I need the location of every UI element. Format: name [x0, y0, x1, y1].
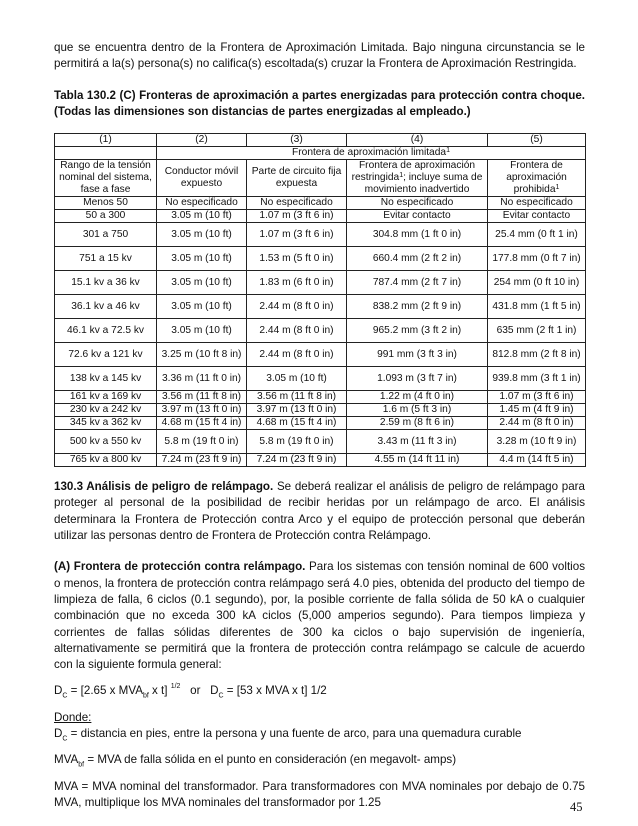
table-cell: 500 kv a 550 kv — [55, 430, 157, 454]
table-cell: 5.8 m (19 ft 0 in) — [157, 430, 247, 454]
table-cell: 3.97 m (13 ft 0 in) — [247, 404, 347, 417]
table-cell: No especificado — [347, 197, 488, 210]
table-row — [55, 343, 586, 367]
table-cell: 812.8 mm (2 ft 8 in) — [488, 343, 586, 367]
table-cell: No especificado — [247, 197, 347, 210]
table-cell: 3.97 m (13 ft 0 in) — [157, 404, 247, 417]
table-cell: Evitar contacto — [488, 210, 586, 223]
table-title: Tabla 130.2 (C) Fronteras de aproximación a partes energizadas para protección contra choque. (Todas las dimensiones son distancias de partes energizadas al empleado.) — [54, 88, 585, 118]
table-cell: 3.05 m (10 ft) — [247, 367, 347, 391]
table-row — [55, 454, 586, 467]
table-cell: 660.4 mm (2 ft 2 in) — [347, 247, 488, 271]
table-cell: 15.1 kv a 36 kv — [55, 271, 157, 295]
table-cell: 1.07 m (3 ft 6 in) — [488, 391, 586, 404]
definition-dc: $D_C$ = distancia en pies, entre la persona y una fuente de arco, para una quemadura curable — [54, 727, 522, 743]
document-page — [54, 40, 585, 811]
table-cell: 1.07 m (3 ft 6 in) — [247, 210, 347, 223]
table-row — [55, 271, 586, 295]
table-cell: 3.28 m (10 ft 9 in) — [488, 430, 586, 454]
blank-cell — [55, 147, 157, 160]
table-cell: 4.4 m (14 ft 5 in) — [488, 454, 586, 467]
table-cell: 4.68 m (15 ft 4 in) — [157, 417, 247, 430]
table-cell: 2.44 m (8 ft 0 in) — [488, 417, 586, 430]
table-cell: 965.2 mm (3 ft 2 in) — [347, 319, 488, 343]
table-cell: 345 kv a 362 kv — [55, 417, 157, 430]
section-a-title: (A) Frontera de protección contra relámpago. — [54, 560, 306, 574]
table-cell: 72.6 kv a 121 kv — [55, 343, 157, 367]
header-row — [55, 160, 586, 197]
header-voltage-range: Rango de la tensión nominal del sistema, fase a fase — [55, 160, 157, 197]
table-cell: No especificado — [157, 197, 247, 210]
table-cell: 2.44 m (8 ft 0 in) — [247, 319, 347, 343]
table-cell: 46.1 kv a 72.5 kv — [55, 319, 157, 343]
definition-mvabf: $MVA_{bf}$ = MVA de falla sólida en el punto en consideración (en megavolt- amps) — [54, 753, 457, 769]
table-cell: 254 mm (0 ft 10 in) — [488, 271, 586, 295]
table-cell: 304.8 mm (1 ft 0 in) — [347, 223, 488, 247]
table-cell: 4.55 m (14 ft 11 in) — [347, 454, 488, 467]
table-cell: 50 a 300 — [55, 210, 157, 223]
section-130-3-body: Se deberá realizar el análisis de peligro de relámpago para proteger al personal de la posibilidad de recibir heridas por un relámpago de arco. El análisis determinara la Frontera de Protección contra Arco y el equipo de protección personal que deberán utilizar las personas dentro de Frontera de Protección contra Relámpago. — [54, 480, 585, 543]
table-row — [55, 223, 586, 247]
table-row — [55, 430, 586, 454]
table-cell: 7.24 m (23 ft 9 in) — [247, 454, 347, 467]
table-cell: 138 kv a 145 kv — [55, 367, 157, 391]
section-130-3-title: 130.3 Análisis de peligro de relámpago. — [54, 480, 274, 494]
group-header-row — [55, 147, 586, 160]
table-row — [55, 404, 586, 417]
table-row — [55, 319, 586, 343]
table-cell: 838.2 mm (2 ft 9 in) — [347, 295, 488, 319]
table-row — [55, 210, 586, 223]
table-cell: 1.22 m (4 ft 0 in) — [347, 391, 488, 404]
column-number-row — [55, 134, 586, 147]
table-cell: 3.05 m (10 ft) — [157, 319, 247, 343]
table-cell: 3.25 m (10 ft 8 in) — [157, 343, 247, 367]
table-cell: 3.05 m (10 ft) — [157, 223, 247, 247]
header-restricted-boundary: Frontera de aproximación restringida$^1$; incluye suma de movimiento inadvertido — [347, 160, 488, 197]
table-cell: 1.6 m (5 ft 3 in) — [347, 404, 488, 417]
table-cell: 765 kv a 800 kv — [55, 454, 157, 467]
table-cell: 1.83 m (6 ft 0 in) — [247, 271, 347, 295]
header-fixed-circuit: Parte de circuito fija expuesta — [247, 160, 347, 197]
table-cell: 301 a 750 — [55, 223, 157, 247]
table-cell: 3.05 m (10 ft) — [157, 271, 247, 295]
table-cell: 1.07 m (3 ft 6 in) — [247, 223, 347, 247]
table-body — [55, 197, 586, 467]
table-cell: 36.1 kv a 46 kv — [55, 295, 157, 319]
table-cell: Menos 50 — [55, 197, 157, 210]
table-cell: 939.8 mm (3 ft 1 in) — [488, 367, 586, 391]
table-cell: 3.43 m (11 ft 3 in) — [347, 430, 488, 454]
table-cell: 1.093 m (3 ft 7 in) — [347, 367, 488, 391]
header-movable-conductor: Conductor móvil expuesto — [157, 160, 247, 197]
table-cell: 5.8 m (19 ft 0 in) — [247, 430, 347, 454]
table-cell: 25.4 mm (0 ft 1 in) — [488, 223, 586, 247]
table-cell: 787.4 mm (2 ft 7 in) — [347, 271, 488, 295]
table-cell: 4.68 m (15 ft 4 in) — [247, 417, 347, 430]
table-row — [55, 367, 586, 391]
table-cell: 2.59 m (8 ft 6 in) — [347, 417, 488, 430]
table-cell: 161 kv a 169 kv — [55, 391, 157, 404]
table-cell: 431.8 mm (1 ft 5 in) — [488, 295, 586, 319]
table-cell: 3.56 m (11 ft 8 in) — [247, 391, 347, 404]
col-number: (4) — [347, 134, 488, 147]
donde-label: Donde: — [54, 710, 92, 724]
col-number: (1) — [55, 134, 157, 147]
table-cell: 2.44 m (8 ft 0 in) — [247, 343, 347, 367]
header-prohibited-boundary: Frontera de aproximación prohibida$^1$ — [488, 160, 586, 197]
section-a — [54, 559, 585, 673]
table-cell: 3.05 m (10 ft) — [157, 210, 247, 223]
table-cell: 991 mm (3 ft 3 in) — [347, 343, 488, 367]
table-cell: 751 a 15 kv — [55, 247, 157, 271]
col-number: (2) — [157, 134, 247, 147]
table-cell: 177.8 mm (0 ft 7 in) — [488, 247, 586, 271]
table-cell: 3.05 m (10 ft) — [157, 247, 247, 271]
table-cell: 3.05 m (10 ft) — [157, 295, 247, 319]
col-number: (3) — [247, 134, 347, 147]
section-a-body: Para los sistemas con tensión nominal de 600 voltios o menos, la frontera de protección contra relámpago será 4.0 pies, obtenida del producto del tiempo de limpieza de falla, 6 ciclos (0.1 segundo), por, la posible corriente de falla sólida de 50 kA o cualquier combinación que no exceda 300 kA ciclos (5,000 amperios segundo). Para tiempos limpieza y corrientes de fallas sólidas diferentes de 300 ka ciclos o bajo supervisión de ingeniería, alternativamente se permitirá que la frontera de protección contra relámpago se calcule de acuerdo con la siguiente formula general: — [54, 560, 585, 672]
table-cell: 2.44 m (8 ft 0 in) — [247, 295, 347, 319]
table-row — [55, 391, 586, 404]
table-cell: Evitar contacto — [347, 210, 488, 223]
table-cell: 3.36 m (11 ft 0 in) — [157, 367, 247, 391]
formula: $D_C = [2.65$ x $MVA_{bf}$ x t] $^{1/2}$ or $D_C = [53$ x MVA x t] 1/2 — [54, 683, 327, 700]
table-cell: 1.53 m (5 ft 0 in) — [247, 247, 347, 271]
section-130-3 — [54, 479, 585, 544]
page-number: 45 — [570, 800, 583, 814]
table-cell: No especificado — [488, 197, 586, 210]
table-row — [55, 247, 586, 271]
table-cell: 1.45 m (4 ft 9 in) — [488, 404, 586, 417]
table-cell: 7.24 m (23 ft 9 in) — [157, 454, 247, 467]
approach-boundaries-table — [54, 133, 586, 467]
intro-paragraph: que se encuentra dentro de la Frontera de Aproximación Limitada. Bajo ninguna circunstancia se le permitirá a la(s) persona(s) no califica(s) escoltada(s) cruzar la Frontera de Aproximación Restringida. — [54, 41, 585, 71]
table-row — [55, 295, 586, 319]
table-cell: 3.56 m (11 ft 8 in) — [157, 391, 247, 404]
group-header: Frontera de aproximación limitada$^1$ — [157, 147, 586, 160]
table-row — [55, 197, 586, 210]
table-cell: 230 kv a 242 kv — [55, 404, 157, 417]
table-cell: 635 mm (2 ft 1 in) — [488, 319, 586, 343]
table-row — [55, 417, 586, 430]
col-number: (5) — [488, 134, 586, 147]
definition-mva: MVA = MVA nominal del transformador. Para transformadores con MVA nominales por debajo de 0.75 MVA, multiplique los MVA nominales del transformador por 1.25 — [54, 779, 585, 809]
